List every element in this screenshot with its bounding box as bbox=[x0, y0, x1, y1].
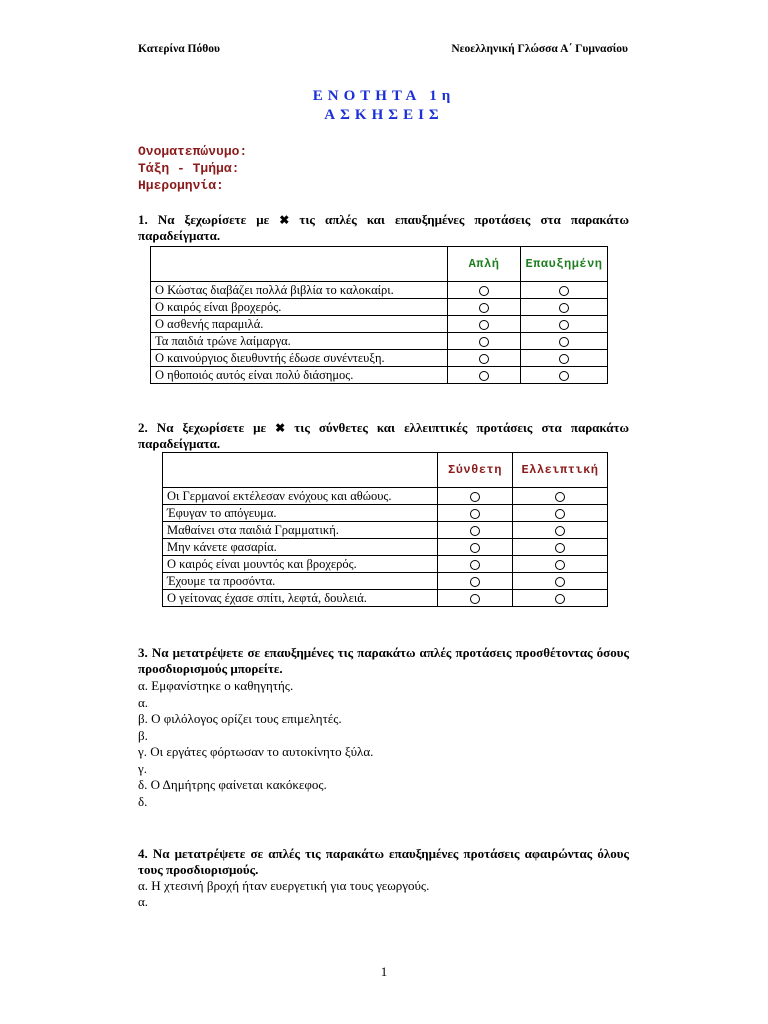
table-header-row bbox=[163, 453, 608, 488]
question-3-answer-c[interactable]: γ. bbox=[138, 761, 147, 776]
sentence-cell: Ο ηθοποιός αυτός είναι πολύ διάσημος. bbox=[151, 367, 448, 384]
sentence-cell: Ο καινούργιος διευθυντής έδωσε συνέντευξη. bbox=[151, 350, 448, 367]
table-row bbox=[163, 505, 608, 522]
radio-expanded-2[interactable] bbox=[521, 299, 608, 316]
radio-compound-6[interactable] bbox=[438, 573, 513, 590]
sentence-cell: Έχουμε τα προσόντα. bbox=[163, 573, 438, 590]
radio-compound-1[interactable] bbox=[438, 488, 513, 505]
radio-circle-icon[interactable] bbox=[559, 371, 569, 381]
table-row bbox=[151, 333, 608, 350]
sentence-cell: Ο καιρός είναι μουντός και βροχερός. bbox=[163, 556, 438, 573]
table-row bbox=[163, 522, 608, 539]
radio-circle-icon[interactable] bbox=[479, 286, 489, 296]
sentence-cell: Ο καιρός είναι βροχερός. bbox=[151, 299, 448, 316]
radio-circle-icon[interactable] bbox=[470, 543, 480, 553]
radio-circle-icon[interactable] bbox=[479, 337, 489, 347]
radio-elliptical-6[interactable] bbox=[513, 573, 608, 590]
column-expanded: Επαυξημένη bbox=[521, 247, 608, 282]
sentence-cell: Ο γείτονας έχασε σπίτι, λεφτά, δουλειά. bbox=[163, 590, 438, 607]
question-3-answer-b[interactable]: β. bbox=[138, 728, 148, 743]
question-4-line-a: α. Η χτεσινή βροχή ήταν ευεργετική για τους γεωργούς. bbox=[138, 878, 430, 893]
radio-circle-icon[interactable] bbox=[470, 526, 480, 536]
radio-expanded-5[interactable] bbox=[521, 350, 608, 367]
radio-circle-icon[interactable] bbox=[555, 526, 565, 536]
radio-circle-icon[interactable] bbox=[479, 303, 489, 313]
table-row bbox=[151, 316, 608, 333]
table-header-empty bbox=[151, 247, 448, 282]
sentence-cell: Μαθαίνει στα παιδιά Γραμματική. bbox=[163, 522, 438, 539]
table-row bbox=[151, 299, 608, 316]
question-3-answer-a[interactable]: α. bbox=[138, 695, 149, 710]
radio-circle-icon[interactable] bbox=[555, 560, 565, 570]
radio-elliptical-1[interactable] bbox=[513, 488, 608, 505]
table-row bbox=[163, 573, 608, 590]
table-header-row bbox=[151, 247, 608, 282]
radio-circle-icon[interactable] bbox=[470, 560, 480, 570]
name-label: Ονοματεπώνυμο: bbox=[138, 144, 248, 159]
radio-circle-icon[interactable] bbox=[555, 492, 565, 502]
radio-expanded-1[interactable] bbox=[521, 282, 608, 299]
header-subject: Νεοελληνική Γλώσσα Α΄ Γυμνασίου bbox=[451, 43, 628, 55]
unit-title: ΕΝΟΤΗΤΑ 1η bbox=[312, 88, 456, 104]
radio-expanded-4[interactable] bbox=[521, 333, 608, 350]
radio-circle-icon[interactable] bbox=[555, 509, 565, 519]
radio-circle-icon[interactable] bbox=[479, 371, 489, 381]
radio-circle-icon[interactable] bbox=[479, 354, 489, 364]
radio-elliptical-2[interactable] bbox=[513, 505, 608, 522]
question-2-text-before: 2. Να ξεχωρίσετε με bbox=[138, 420, 267, 435]
radio-simple-6[interactable] bbox=[448, 367, 521, 384]
question-4-answer-a[interactable]: α. bbox=[138, 894, 149, 909]
question-3-prompt: 3. Να μετατρέψετε σε επαυξημένες τις παρακάτω απλές προτάσεις προσθέτοντας όσους προσδιορισμούς μπορείτε. bbox=[138, 645, 629, 676]
radio-circle-icon[interactable] bbox=[479, 320, 489, 330]
x-mark-icon: ✖ bbox=[279, 213, 290, 227]
question-1-text-after: τις απλές και επαυξημένες προτάσεις στα παρακάτω παραδείγματα. bbox=[138, 212, 630, 243]
question-1-table bbox=[150, 246, 608, 384]
table-row bbox=[163, 539, 608, 556]
question-3-line-d: δ. Ο Δημήτρης φαίνεται κακόκεφος. bbox=[138, 777, 327, 792]
radio-simple-2[interactable] bbox=[448, 299, 521, 316]
question-2-prompt bbox=[138, 420, 629, 452]
column-simple: Απλή bbox=[448, 247, 521, 282]
exercises-title: ΑΣΚΗΣΕΙΣ bbox=[324, 107, 444, 123]
radio-circle-icon[interactable] bbox=[470, 594, 480, 604]
table-row bbox=[151, 350, 608, 367]
column-compound: Σύνθετη bbox=[438, 453, 513, 488]
sentence-cell: Ο Κώστας διαβάζει πολλά βιβλία το καλοκαίρι. bbox=[151, 282, 448, 299]
radio-elliptical-4[interactable] bbox=[513, 539, 608, 556]
radio-circle-icon[interactable] bbox=[555, 594, 565, 604]
page-header bbox=[138, 43, 628, 59]
table-row bbox=[163, 488, 608, 505]
radio-circle-icon[interactable] bbox=[470, 492, 480, 502]
radio-circle-icon[interactable] bbox=[555, 543, 565, 553]
sentence-cell: Οι Γερμανοί εκτέλεσαν ενόχους και αθώους. bbox=[163, 488, 438, 505]
radio-circle-icon[interactable] bbox=[555, 577, 565, 587]
page-number: 1 bbox=[380, 964, 388, 979]
header-author: Κατερίνα Πόθου bbox=[138, 43, 220, 55]
sentence-cell: Μην κάνετε φασαρία. bbox=[163, 539, 438, 556]
radio-elliptical-7[interactable] bbox=[513, 590, 608, 607]
table-row bbox=[151, 282, 608, 299]
radio-expanded-3[interactable] bbox=[521, 316, 608, 333]
radio-circle-icon[interactable] bbox=[559, 320, 569, 330]
radio-circle-icon[interactable] bbox=[470, 577, 480, 587]
table-row bbox=[163, 556, 608, 573]
date-label: Ημερομηνία: bbox=[138, 178, 224, 193]
radio-circle-icon[interactable] bbox=[559, 303, 569, 313]
radio-elliptical-5[interactable] bbox=[513, 556, 608, 573]
question-4-prompt: 4. Να μετατρέψετε σε απλές τις παρακάτω επαυξημένες προτάσεις αφαιρώντας όλους τους προσδιορισμούς. bbox=[138, 846, 629, 877]
question-3-line-c: γ. Οι εργάτες φόρτωσαν το αυτοκίνητο ξύλα. bbox=[138, 744, 374, 759]
radio-simple-3[interactable] bbox=[448, 316, 521, 333]
radio-compound-7[interactable] bbox=[438, 590, 513, 607]
radio-circle-icon[interactable] bbox=[470, 509, 480, 519]
sentence-cell: Ο ασθενής παραμιλά. bbox=[151, 316, 448, 333]
radio-simple-5[interactable] bbox=[448, 350, 521, 367]
table-header-empty bbox=[163, 453, 438, 488]
radio-simple-4[interactable] bbox=[448, 333, 521, 350]
question-2-table bbox=[162, 452, 608, 607]
radio-circle-icon[interactable] bbox=[559, 337, 569, 347]
question-3-line-b: β. Ο φιλόλογος ορίζει τους επιμελητές. bbox=[138, 711, 342, 726]
radio-circle-icon[interactable] bbox=[559, 286, 569, 296]
question-3-answer-d[interactable]: δ. bbox=[138, 794, 148, 809]
radio-expanded-6[interactable] bbox=[521, 367, 608, 384]
class-label: Τάξη - Τμήμα: bbox=[138, 161, 240, 176]
x-mark-icon: ✖ bbox=[275, 421, 286, 435]
radio-compound-4[interactable] bbox=[438, 539, 513, 556]
radio-compound-5[interactable] bbox=[438, 556, 513, 573]
table-row bbox=[151, 367, 608, 384]
sentence-cell: Τα παιδιά τρώνε λαίμαργα. bbox=[151, 333, 448, 350]
sentence-cell: Έφυγαν το απόγευμα. bbox=[163, 505, 438, 522]
radio-compound-2[interactable] bbox=[438, 505, 513, 522]
column-elliptical: Ελλειπτική bbox=[513, 453, 608, 488]
question-1-prompt bbox=[138, 212, 629, 244]
question-1-text-before: 1. Να ξεχωρίσετε με bbox=[138, 212, 270, 227]
radio-elliptical-3[interactable] bbox=[513, 522, 608, 539]
radio-circle-icon[interactable] bbox=[559, 354, 569, 364]
question-2-text-after: τις σύνθετες και ελλειπτικές προτάσεις στα παρακάτω παραδείγματα. bbox=[138, 420, 630, 451]
table-row bbox=[163, 590, 608, 607]
question-3-line-a: α. Εμφανίστηκε ο καθηγητής. bbox=[138, 678, 294, 693]
radio-simple-1[interactable] bbox=[448, 282, 521, 299]
radio-compound-3[interactable] bbox=[438, 522, 513, 539]
